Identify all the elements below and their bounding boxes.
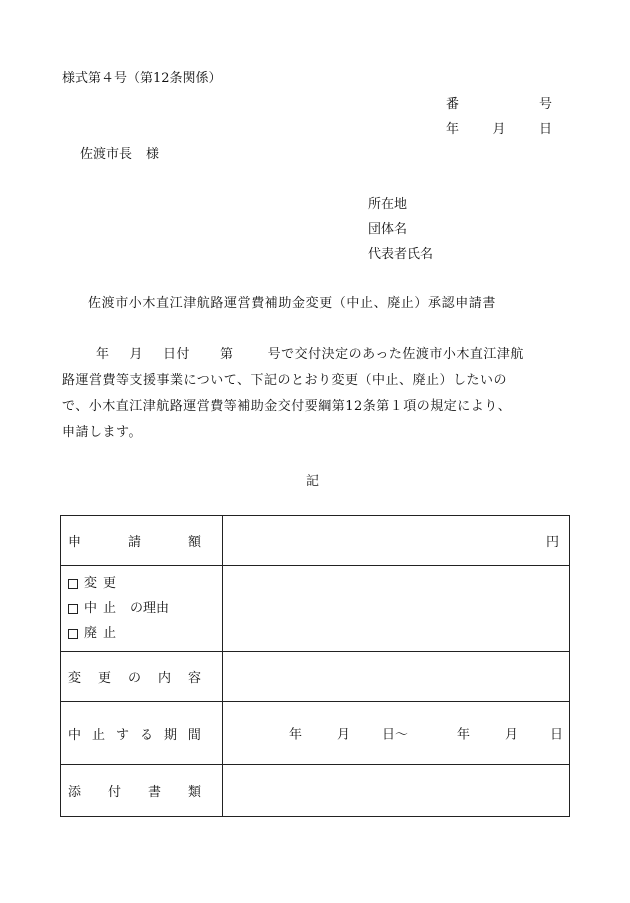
body-day: 日付: [163, 347, 191, 362]
attachments-label: [61, 765, 223, 817]
body-year: 年: [96, 347, 110, 362]
body-paragraph: [62, 342, 574, 446]
addressee: [80, 143, 159, 162]
amount-field[interactable]: [223, 516, 570, 566]
label-char: 申: [68, 535, 82, 550]
option-change: [68, 571, 215, 596]
label-char: 書: [147, 785, 161, 800]
document-number-line: [446, 93, 552, 112]
period-end-day: 日: [550, 727, 564, 743]
document-date-line: [446, 118, 552, 137]
label-char: の: [127, 671, 141, 686]
label-char: 更: [97, 671, 111, 686]
option-label: 変更: [84, 576, 123, 591]
reason-suffix: の理由: [130, 601, 170, 616]
suspension-period-label: [61, 702, 223, 765]
label-char: 期: [163, 727, 177, 743]
number-label: 番: [446, 97, 460, 112]
date-day: 日: [538, 122, 552, 137]
label-char: 類: [187, 785, 201, 800]
period-end-month: 月: [505, 727, 519, 743]
change-content-label: [61, 652, 223, 702]
suspend-checkbox[interactable]: [68, 604, 78, 614]
period-start-day: 日～: [382, 727, 409, 743]
option-abolish: [68, 621, 215, 646]
date-month: 月: [492, 122, 506, 137]
period-start-month: 月: [337, 727, 351, 743]
label-char: 付: [107, 785, 121, 800]
table-row-reason: [61, 566, 570, 652]
number-suffix: 号: [538, 97, 552, 112]
change-content-field[interactable]: [223, 652, 570, 702]
addressee-honorific: 様: [146, 147, 160, 162]
label-char: す: [115, 727, 129, 743]
body-line-4: 申請します。: [62, 425, 142, 440]
applicant-location-label: 所在地: [368, 197, 408, 212]
option-suspend: [68, 596, 215, 621]
suspension-period-field[interactable]: [223, 702, 570, 765]
body-rest: 号で交付決定のあった佐渡市小木直江津航: [267, 347, 524, 362]
option-label: 中止: [84, 601, 123, 616]
amount-label: [61, 516, 223, 566]
label-char: 変: [68, 671, 82, 686]
label-char: 止: [91, 727, 105, 743]
applicant-representative-label: 代表者氏名: [368, 247, 434, 262]
attachments-field[interactable]: [223, 765, 570, 817]
amount-unit: 円: [545, 535, 559, 550]
abolish-checkbox[interactable]: [68, 629, 78, 639]
applicant-organization-label: 団体名: [368, 222, 408, 237]
label-char: 中: [68, 727, 82, 743]
addressee-name: 佐渡市長: [80, 147, 133, 162]
reason-field[interactable]: [223, 566, 570, 652]
record-mark: 記: [306, 474, 320, 489]
label-char: る: [139, 727, 153, 743]
body-month: 月: [129, 347, 144, 362]
period-start-year: 年: [289, 727, 303, 743]
body-line-2: 路運営費等支援事業について、下記のとおり変更（中止、廃止）したいの: [62, 373, 507, 388]
change-checkbox[interactable]: [68, 579, 78, 589]
label-char: 添: [68, 785, 82, 800]
period-end-year: 年: [457, 727, 471, 743]
label-char: 容: [187, 671, 201, 686]
body-no: 第: [220, 347, 234, 362]
label-char: 内: [157, 671, 171, 686]
document-title: 佐渡市小木直江津航路運営費補助金変更（中止、廃止）承認申請書: [88, 296, 497, 311]
form-number: 様式第４号（第12条関係）: [62, 71, 222, 86]
body-line-1: [62, 342, 574, 368]
label-char: 額: [187, 535, 201, 550]
table-row-amount: [61, 516, 570, 566]
date-year: 年: [446, 122, 460, 137]
reason-options: [61, 566, 223, 652]
label-char: 間: [187, 727, 201, 743]
option-label: 廃止: [84, 626, 123, 641]
table-row-change-content: [61, 652, 570, 702]
body-line-3: で、小木直江津航路運営費等補助金交付要綱第12条第１項の規定により、: [62, 399, 512, 414]
application-detail-table: [60, 515, 570, 817]
table-row-attachments: [61, 765, 570, 817]
table-row-suspension-period: [61, 702, 570, 765]
label-char: 請: [127, 535, 141, 550]
